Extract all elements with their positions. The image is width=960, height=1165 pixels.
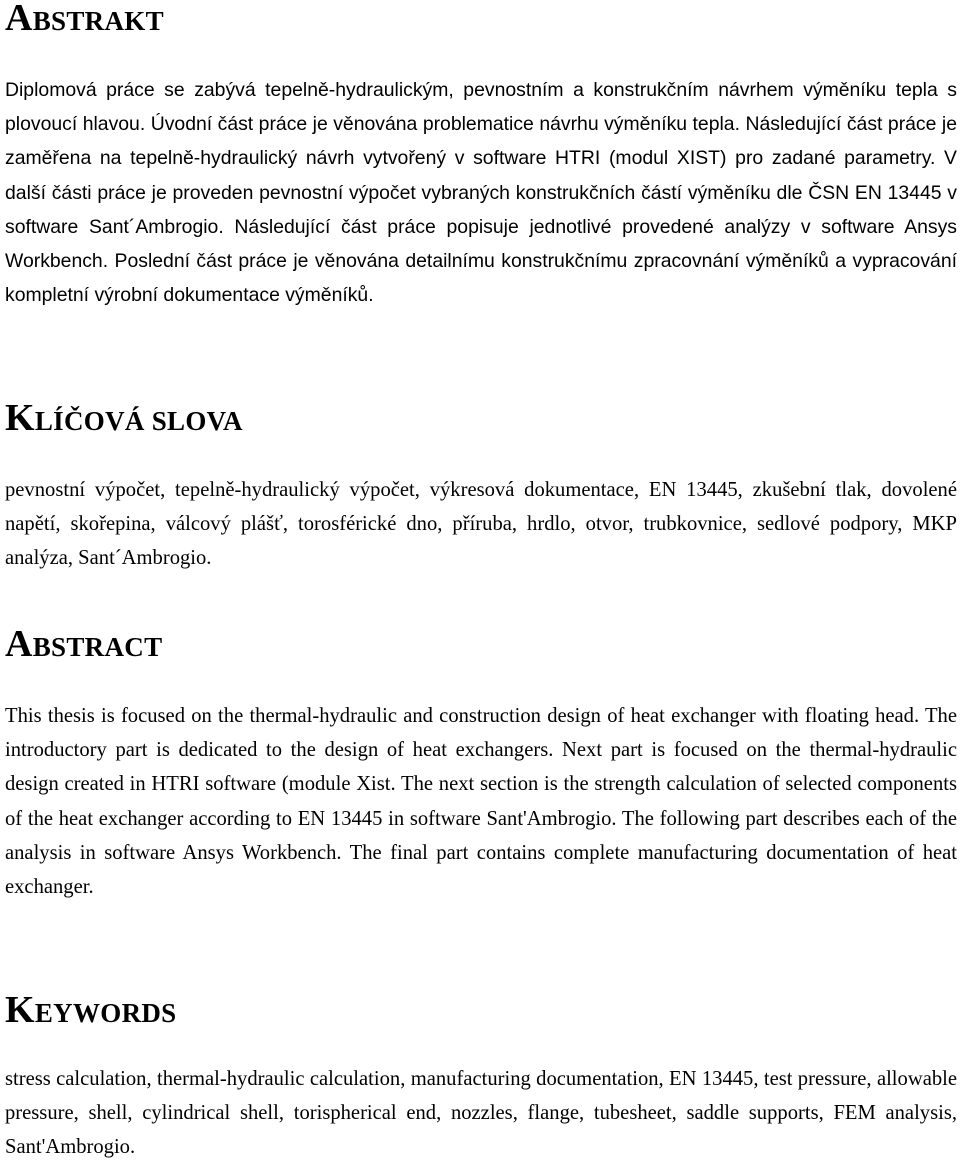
keywords-text: stress calculation, thermal-hydraulic calculation, manufacturing documentation, EN 13445, test pressure, allowable pressure, shell, cylindrical shell, torispherical end, nozzles, flange, tubesheet, saddle supports, FEM analysis, Sant'Ambrogio.	[5, 1068, 957, 1159]
heading-klicova-slova-initial: K	[5, 397, 35, 439]
heading-abstract-rest: BSTRACT	[32, 632, 163, 662]
heading-abstract-initial: A	[5, 623, 33, 665]
heading-keywords-initial: K	[5, 989, 35, 1031]
heading-abstrakt	[5, 0, 164, 39]
heading-keywords-rest: EYWORDS	[34, 998, 177, 1028]
abstrakt-text: Diplomová práce se zabývá tepelně-hydraulickým, pevnostním a konstrukčním návrhem výměníku tepla s plovoucí hlavou. Úvodní část práce je věnována problematice návrhu výměníku tepla. Následující část práce je zaměřena na tepelně-hydraulický návrh vytvořený v software HTRI (modul XIST) pro zadané parametry. V další části práce je proveden pevnostní výpočet vybraných konstrukčních částí výměníku dle ČSN EN 13445 v software Sant´Ambrogio. Následující část práce popisuje jednotlivé provedené analýzy v software Ansys Workbench. Poslední část práce je věnována detailnímu konstrukčnímu zpracovnání výměníků a vypracování kompletní výrobní dokumentace výměníků.	[5, 79, 957, 307]
heading-keywords	[5, 989, 177, 1031]
heading-klicova-slova	[5, 397, 243, 439]
klicova-slova-text: pevnostní výpočet, tepelně-hydraulický výpočet, výkresová dokumentace, EN 13445, zkušební tlak, dovolené napětí, skořepina, válcový plášť, torosférické dno, příruba, hrdlo, otvor, trubkovnice, sedlové podpory, MKP analýza, Sant´Ambrogio.	[5, 479, 957, 570]
heading-abstrakt-rest: BSTRAKT	[32, 6, 164, 36]
heading-abstract	[5, 623, 163, 665]
abstract-text: This thesis is focused on the thermal-hydraulic and construction design of heat exchanger with floating head. The introductory part is dedicated to the design of heat exchangers. Next part is focused on the thermal-hydraulic design created in HTRI software (module Xist. The next section is the strength calculation of selected components of the heat exchanger according to EN 13445 in software Sant'Ambrogio. The following part describes each of the analysis in software Ansys Workbench. The final part contains complete manufacturing documentation of heat exchanger.	[5, 705, 957, 899]
heading-klicova-slova-rest: LÍČOVÁ SLOVA	[34, 406, 243, 436]
heading-abstrakt-initial: A	[5, 0, 33, 39]
